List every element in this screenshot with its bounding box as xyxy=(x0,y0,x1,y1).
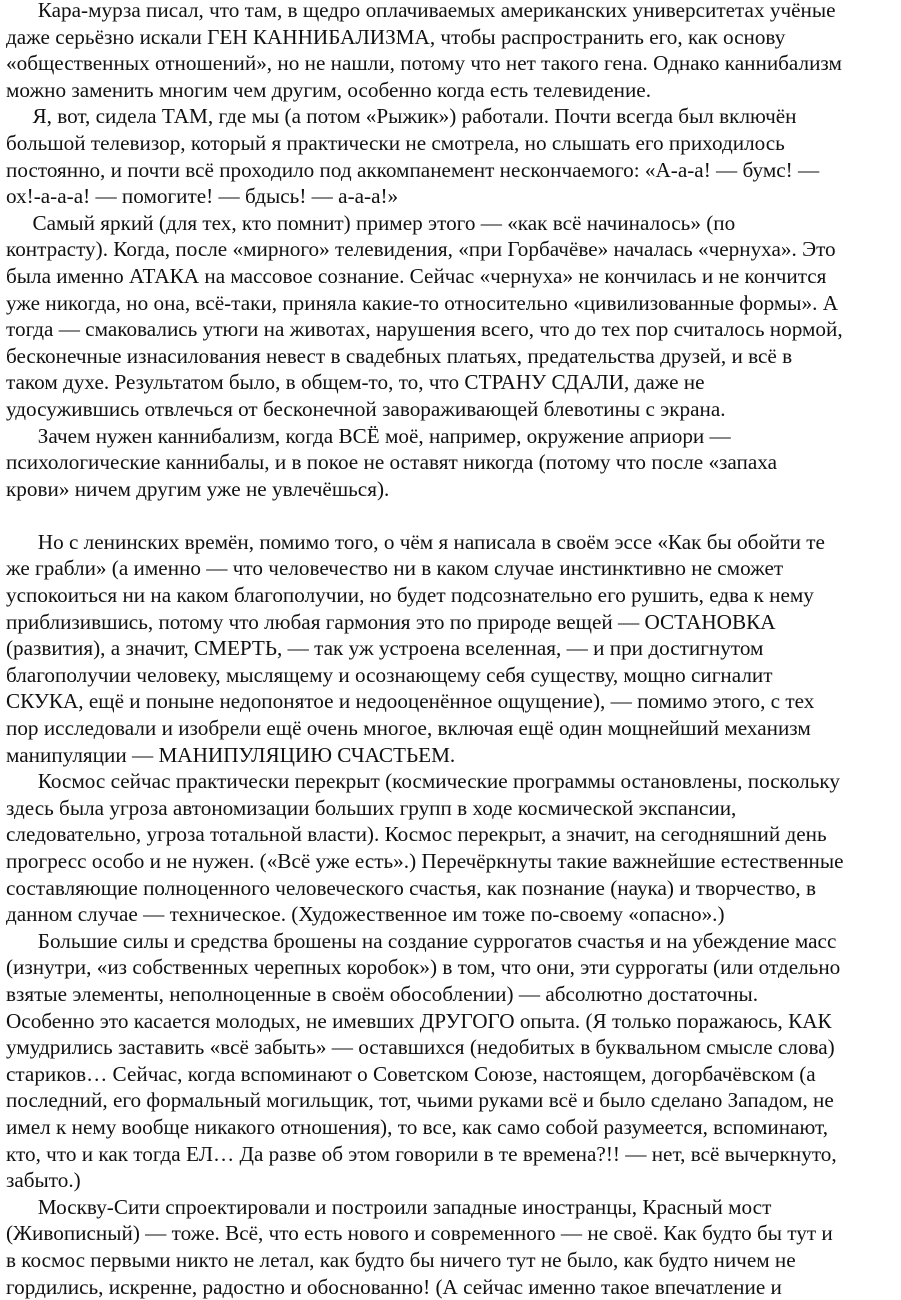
text-line: психологические каннибалы, и в покое не оставят никогда (потому что после «запаха xyxy=(6,449,898,476)
text-line: Кара-мурза писал, что там, в щедро оплачиваемых американских университетах учёные xyxy=(6,0,898,24)
text-line: Москву-Сити спроектировали и построили западные иностранцы, Красный мост xyxy=(6,1194,898,1221)
text-line: Космос сейчас практически перекрыт (космические программы остановлены, поскольку xyxy=(6,768,898,795)
text-line: постоянно, и почти всё проходило под аккомпанемент нескончаемого: «А-а-а! — бумс! — xyxy=(6,157,898,184)
text-line: гордились, искренне, радостно и обоснованно! (А сейчас именно такое впечатление и xyxy=(6,1274,898,1300)
text-line: уже никогда, но она, всё-таки, приняла какие-то относительно «цивилизованные формы». А xyxy=(6,290,898,317)
text-line: крови» ничем другим уже не увлечёшься). xyxy=(6,476,898,503)
text-line: (изнутри, «из собственных черепных коробок») в том, что они, эти суррогаты (или отдельно xyxy=(6,954,898,981)
text-line: «общественных отношений», но не нашли, потому что нет такого гена. Однако каннибализм xyxy=(6,50,898,77)
text-line: большой телевизор, который я практически не смотрела, но слышать его приходилось xyxy=(6,130,898,157)
text-line: Зачем нужен каннибализм, когда ВСЁ моё, например, окружение априори — xyxy=(6,423,898,450)
paragraph xyxy=(6,768,898,928)
text-line: приблизившись, потому что любая гармония это по природе вещей — ОСТАНОВКА xyxy=(6,609,898,636)
text-line: прогресс особо и не нужен. («Всё уже есть».) Перечёркнуты такие важнейшие естественные xyxy=(6,848,898,875)
text-line: умудрились заставить «всё забыть» — оставшихся (недобитых в буквальном смысле слова) xyxy=(6,1034,898,1061)
text-line: СКУКА, ещё и поныне недопонятое и недооценённое ощущение), — помимо этого, с тех xyxy=(6,688,898,715)
text-line: имел к нему вообще никакого отношения), то все, как само собой разумеется, вспоминают, xyxy=(6,1114,898,1141)
paragraph xyxy=(6,1194,898,1300)
paragraph-gap xyxy=(6,502,898,529)
text-line: пор исследовали и изобрели ещё очень многое, включая ещё один мощнейший механизм xyxy=(6,715,898,742)
text-line: в космос первыми никто не летал, как будто бы ничего тут не было, как будто ничем не xyxy=(6,1247,898,1274)
text-line: Самый яркий (для тех, кто помнит) пример этого — «как всё начиналось» (по xyxy=(6,210,898,237)
text-line: последний, его формальный могильщик, тот, чьими руками всё и было сделано Западом, не xyxy=(6,1087,898,1114)
text-line: ох!-а-а-а! — помогите! — бдысь! — а-а-а!» xyxy=(6,183,898,210)
text-line: же грабли» (а именно — что человечество ни в каком случае инстинктивно не сможет xyxy=(6,555,898,582)
text-line: составляющие полноценного человеческого счастья, как познание (наука) и творчество, в xyxy=(6,875,898,902)
text-line: контрасту). Когда, после «мирного» телевидения, «при Горбачёве» началась «чернуха». Это xyxy=(6,236,898,263)
text-line: бесконечные изнасилования невест в свадебных платьях, предательства друзей, и всё в xyxy=(6,343,898,370)
text-line: удосужившись отвлечься от бесконечной завораживающей блевотины с экрана. xyxy=(6,396,898,423)
text-line: следовательно, угроза тотальной власти). Космос перекрыт, а значит, на сегодняшний день xyxy=(6,821,898,848)
text-line: (развития), а значит, СМЕРТЬ, — так уж устроена вселенная, — и при достигнутом xyxy=(6,635,898,662)
text-line: тогда — смаковались утюги на животах, нарушения всего, что до тех пор считалось нормой, xyxy=(6,316,898,343)
paragraph xyxy=(6,0,898,103)
text-line: Я, вот, сидела ТАМ, где мы (а потом «Рыжик») работали. Почти всегда был включён xyxy=(6,103,898,130)
text-line: Большие силы и средства брошены на создание суррогатов счастья и на убеждение масс xyxy=(6,928,898,955)
text-line: можно заменить многим чем другим, особенно когда есть телевидение. xyxy=(6,77,898,104)
text-line: Но с ленинских времён, помимо того, о чём я написала в своём эссе «Как бы обойти те xyxy=(6,529,898,556)
text-line: успокоиться ни на каком благополучии, но будет подсознательно его рушить, едва к нему xyxy=(6,582,898,609)
text-line: кто, что и как тогда ЕЛ… Да разве об этом говорили в те времена?!! — нет, всё вычеркнуто, xyxy=(6,1141,898,1168)
paragraph xyxy=(6,928,898,1194)
text-line: взятые элементы, неполноценные в своём обособлении) — абсолютно достаточны. xyxy=(6,981,898,1008)
text-line: здесь была угроза автономизации больших групп в ходе космической экспансии, xyxy=(6,795,898,822)
text-line: (Живописный) — тоже. Всё, что есть нового и современного — не своё. Как будто бы тут и xyxy=(6,1220,898,1247)
text-line: даже серьёзно искали ГЕН КАННИБАЛИЗМА, чтобы распространить его, как основу xyxy=(6,24,898,51)
text-line: манипуляции — МАНИПУЛЯЦИЮ СЧАСТЬЕМ. xyxy=(6,742,898,769)
text-line: Особенно это касается молодых, не имевших ДРУГОГО опыта. (Я только поражаюсь, КАК xyxy=(6,1008,898,1035)
paragraph xyxy=(6,103,898,209)
text-line: была именно АТАКА на массовое сознание. Сейчас «чернуха» не кончилась и не кончится xyxy=(6,263,898,290)
text-line: данном случае — техническое. (Художественное им тоже по-своему «опасно».) xyxy=(6,901,898,928)
text-line: благополучии человеку, мыслящему и осознающему себя существу, мощно сигналит xyxy=(6,662,898,689)
paragraph xyxy=(6,210,898,423)
paragraph xyxy=(6,423,898,503)
paragraph xyxy=(6,529,898,768)
document-body xyxy=(6,0,898,1300)
text-line: стариков… Сейчас, когда вспоминают о Советском Союзе, настоящем, догорбачёвском (а xyxy=(6,1061,898,1088)
text-line: таком духе. Результатом было, в общем-то, то, что СТРАНУ СДАЛИ, даже не xyxy=(6,369,898,396)
text-line: забыто.) xyxy=(6,1167,898,1194)
